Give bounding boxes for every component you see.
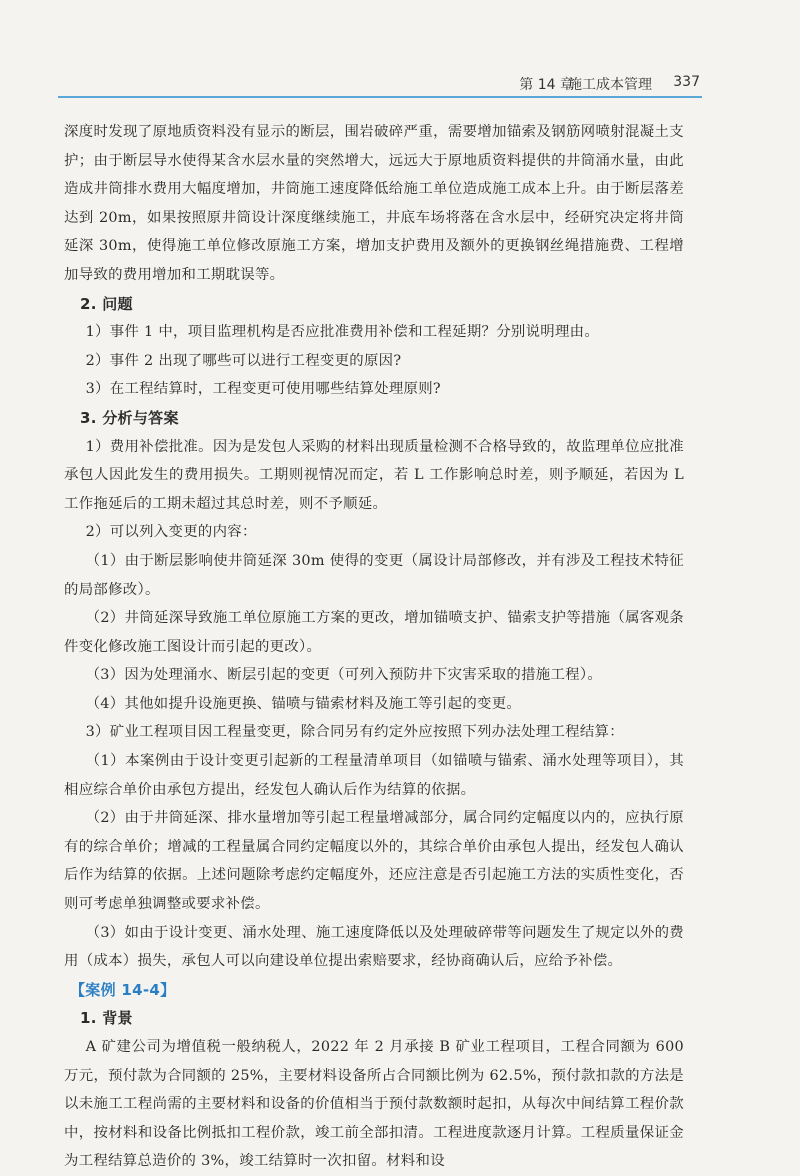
case-title: 【案例 14-4】 bbox=[70, 980, 176, 999]
question-2: 2）事件 2 出现了哪些可以进行工程变更的原因? bbox=[85, 352, 402, 369]
question-1: 1）事件 1 中，项目监理机构是否应批准费用补偿和工程延期？分别说明理由。 bbox=[85, 324, 600, 341]
page-number: 337 bbox=[673, 74, 700, 90]
answer-1: 1）费用补偿批准。因为是发包人采购的材料出现质量检测不合格导致的，故监理单位应批准承包人因此发生的费用损失。工期则视情况而定，若 L 工作影响总时差，则予顺延，若因为 L 工作拖延后的工期未超过其总时差，则不予顺延。 bbox=[64, 438, 684, 512]
heading-answers: 3. 分析与答案 bbox=[80, 408, 179, 427]
answer-2-item-4: （4）其他如提升设施更换、锚喷与锚索材料及施工等引起的变更。 bbox=[85, 695, 522, 712]
answer-3-item-2: （2）由于井筒延深、排水量增加等引起工程量增减部分，属合同约定幅度以内的，应执行原有的综合单价；增减的工程量属合同约定幅度以外的，其综合单价由承包人提出，经发包人确认后作为结算的依据。上述问题除考虑约定幅度外，还应注意是否引起施工方法的实质性变化，否则可考虑单独调整或要求补偿。 bbox=[64, 810, 684, 913]
chapter-label: 第 14 章 bbox=[519, 77, 574, 93]
heading-questions: 2. 问题 bbox=[80, 294, 133, 313]
paragraph-continued: 深度时发现了原地质资料没有显示的断层，围岩破碎严重，需要增加锚索及钢筋网喷射混凝土支护；由于断层导水使得某含水层水量的突然增大，远远大于原地质资料提供的井筒涌水量，由此造成井筒排水费用大幅度增加，井筒施工速度降低给施工单位造成施工成本上升。由于断层落差达到 20m，如果按照原井筒设计深度继续施工，井底车场将落在含水层中，经研究决定将井筒延深 30m，使得施工单位修改原施工方案，增加支护费用及额外的更换钢丝绳措施费、工程增加导致的费用增加和工期耽误等。 bbox=[64, 124, 684, 283]
chapter-title: 施工成本管理 bbox=[568, 77, 652, 93]
answer-3: 3）矿业工程项目因工程量变更，除合同另有约定外应按照下列办法处理工程结算： bbox=[85, 724, 624, 741]
page-header bbox=[0, 60, 800, 96]
page-content bbox=[64, 118, 684, 1176]
answer-3-item-1: （1）本案例由于设计变更引起新的工程量清单项目（如锚喷与锚索、涌水处理等项目），其相应综合单价由承包方提出，经发包人确认后作为结算的依据。 bbox=[64, 753, 684, 798]
answer-2-item-1: （1）由于断层影响使井筒延深 30m 使得的变更（属设计局部修改，并有涉及工程技术特征的局部修改）。 bbox=[64, 552, 684, 598]
question-3: 3）在工程结算时，工程变更可使用哪些结算处理原则? bbox=[85, 381, 441, 398]
answer-3-item-3: （3）如由于设计变更、涌水处理、施工速度降低以及处理破碎带等问题发生了规定以外的费用（成本）损失，承包人可以向建设单位提出索赔要求，经协商确认后，应给予补偿。 bbox=[64, 924, 684, 970]
background-paragraph: A 矿建公司为增值税一般纳税人，2022 年 2 月承接 B 矿业工程项目，工程合同额为 600 万元，预付款为合同额的 25%，主要材料设备所占合同额比例为 62.5%，预付款扣款的方法是以未施工工程尚需的主要材料和设备的价值相当于预付款数额时起扣，从每次中间结算工程价款中，按材料和设备比例抵扣工程价款，竣工前全部扣清。工程进度款逐月计算。工程质量保证金为工程结算总造价的 3%，竣工结算时一次扣留。材料和设 bbox=[64, 1039, 684, 1170]
answer-2-item-2: （2）井筒延深导致施工单位原施工方案的更改，增加锚喷支护、锚索支护等措施（属客观条件变化修改施工图设计而引起的更改）。 bbox=[64, 610, 684, 655]
header-rule bbox=[58, 96, 702, 98]
answer-2: 2）可以列入变更的内容： bbox=[85, 524, 257, 541]
heading-background: 1. 背景 bbox=[80, 1009, 133, 1028]
answer-2-item-3: （3）因为处理涌水、断层引起的变更（可列入预防井下灾害采取的措施工程）。 bbox=[85, 667, 603, 684]
